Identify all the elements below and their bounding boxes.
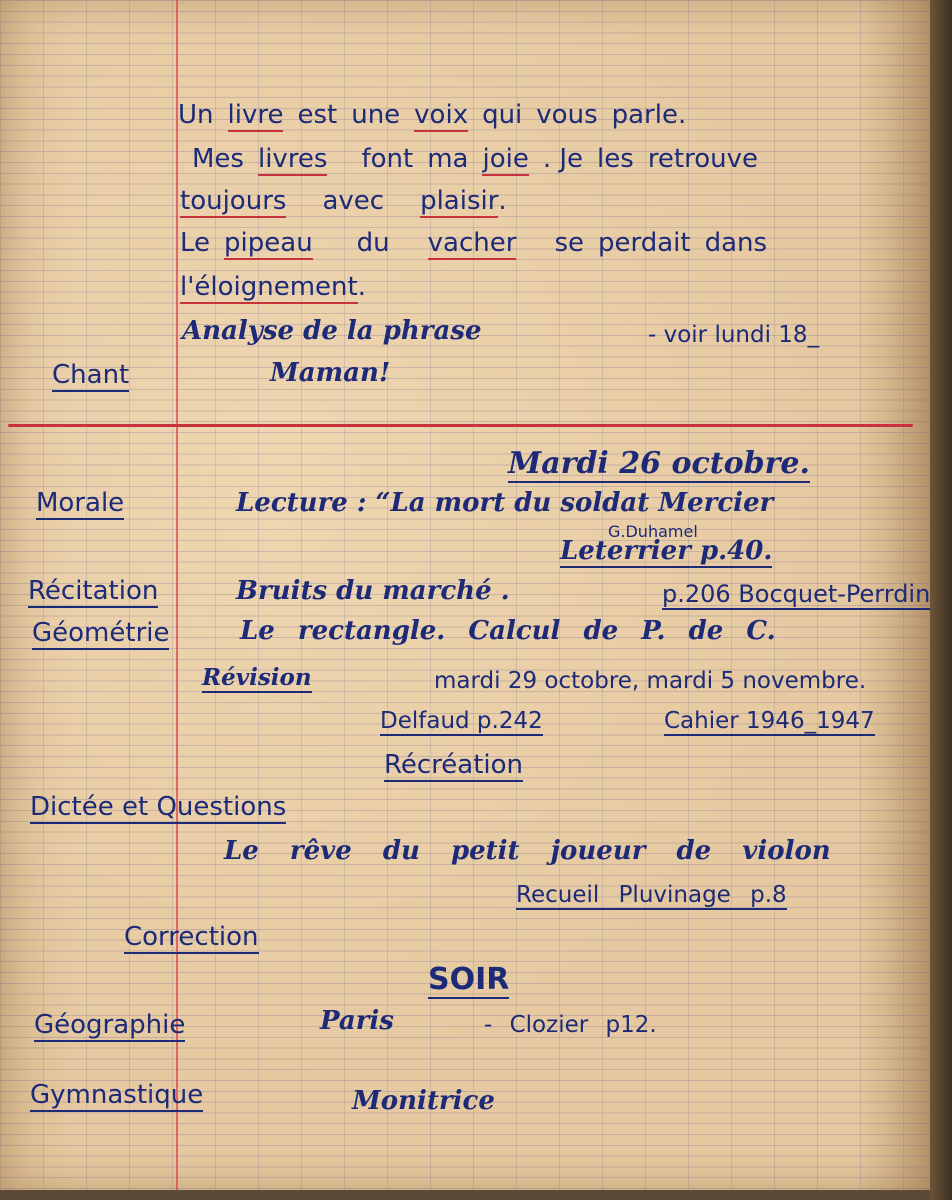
word-underlined: livre	[227, 100, 284, 130]
geographie-reference: - Clozier p12.	[484, 1012, 657, 1038]
morale-text: Lecture : “La mort du soldat Mercier	[236, 488, 774, 518]
word: font	[361, 144, 414, 174]
word: retrouve	[647, 144, 759, 174]
geometrie-text: Le rectangle. Calcul de P. de C.	[240, 616, 776, 646]
sentence-line-2	[192, 144, 772, 176]
word-underlined: toujours	[180, 186, 287, 216]
gymnastique-text: Monitrice	[352, 1086, 495, 1116]
recreation-heading: Récréation	[384, 750, 524, 780]
dictee-text: Le rêve du petit joueur de violon	[224, 836, 831, 866]
dictee-label: Dictée et Questions	[30, 792, 287, 822]
word: vous	[536, 100, 598, 130]
chant-title: Maman!	[270, 358, 391, 388]
word-underlined: voix	[414, 100, 469, 130]
word: perdait	[597, 228, 691, 258]
word-underlined: livres	[257, 144, 328, 174]
revision-dates: mardi 29 octobre, mardi 5 novembre.	[434, 668, 867, 694]
date-heading: Mardi 26 octobre.	[508, 446, 810, 481]
word: est	[297, 100, 338, 130]
recitation-label: Récitation	[28, 576, 159, 606]
word: Un	[178, 100, 214, 130]
recitation-text: Bruits du marché .	[236, 576, 510, 606]
sentence-line-3	[180, 186, 507, 218]
word: Mes	[192, 144, 244, 174]
morale-reference: Leterrier p.40.	[560, 536, 773, 566]
day-divider	[8, 424, 913, 427]
geometrie-label: Géométrie	[32, 618, 170, 648]
word: du	[356, 228, 390, 258]
revision-label: Révision	[202, 664, 312, 691]
delfaud-reference: Delfaud p.242	[380, 708, 543, 734]
geographie-text: Paris	[320, 1006, 394, 1036]
cahier-reference: Cahier 1946_1947	[664, 708, 875, 734]
word-underlined: plaisir	[420, 186, 499, 216]
notebook-edge	[930, 0, 952, 1200]
sentence-line-4	[180, 228, 781, 260]
analyse-heading: Analyse de la phrase	[182, 316, 482, 346]
morale-author: G.Duhamel	[608, 522, 698, 541]
word: qui	[482, 100, 523, 130]
word: les	[597, 144, 634, 174]
word: parle.	[611, 100, 687, 130]
gymnastique-label: Gymnastique	[30, 1080, 204, 1110]
correction-heading: Correction	[124, 922, 259, 952]
geographie-label: Géographie	[34, 1010, 186, 1040]
word: Le	[180, 228, 211, 258]
word-underlined: pipeau	[224, 228, 313, 258]
word: avec	[322, 186, 385, 216]
word-underlined: l'éloignement	[180, 272, 358, 302]
word: ma	[427, 144, 469, 174]
word: .	[498, 186, 507, 216]
morale-label: Morale	[36, 488, 125, 518]
word: une	[351, 100, 401, 130]
word-underlined: joie	[482, 144, 529, 174]
word: dans	[704, 228, 768, 258]
word: se	[554, 228, 584, 258]
soir-heading: SOIR	[428, 962, 510, 997]
sentence-line-5	[180, 272, 366, 302]
sentence-line-1	[178, 100, 700, 132]
analyse-reference: - voir lundi 18_	[648, 322, 820, 348]
dictee-reference: Recueil Pluvinage p.8	[516, 882, 787, 908]
word: . Je	[542, 144, 584, 174]
word-underlined: vacher	[427, 228, 517, 258]
chant-label: Chant	[52, 360, 130, 390]
word: .	[357, 272, 366, 302]
recitation-reference: p.206 Bocquet-Perrdin	[662, 580, 931, 608]
